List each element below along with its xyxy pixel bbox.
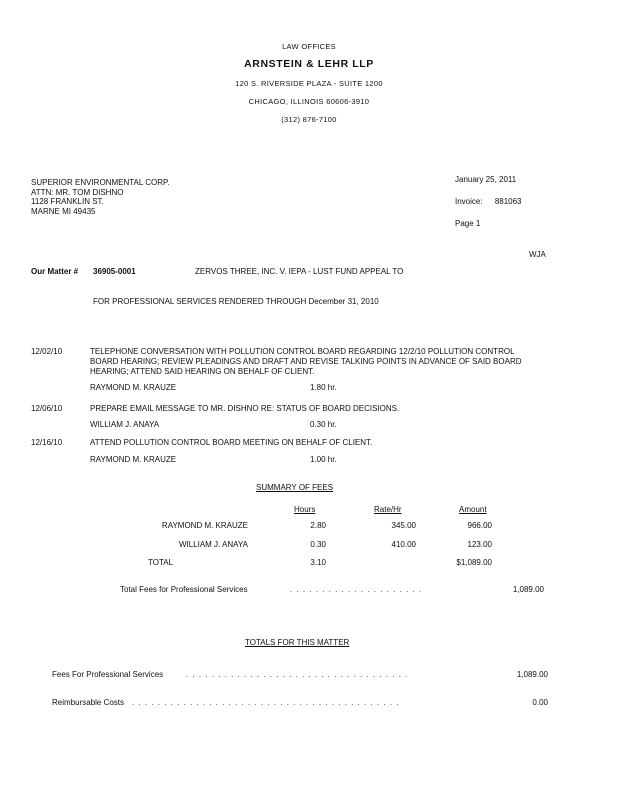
- entry-description: ATTEND POLLUTION CONTROL BOARD MEETING ON BEHALF OF CLIENT.: [90, 438, 373, 447]
- law-offices-label: LAW OFFICES: [282, 42, 336, 51]
- dot-leader: . . . . . . . . . . . . . . . . . . . . . . . . . . . . . . . . . . . . . . . . . .: [132, 698, 400, 707]
- invoice-label: Invoice:: [455, 197, 483, 206]
- summary-row-name: RAYMOND M. KRAUZE: [161, 521, 248, 530]
- summary-title: SUMMARY OF FEES: [256, 483, 334, 492]
- totals-costs-amount: 0.00: [532, 698, 548, 707]
- matter-label: Our Matter #: [31, 267, 79, 276]
- attorney-initials: WJA: [529, 250, 546, 259]
- summary-total-hours: 3.10: [310, 558, 326, 567]
- summary-total-amount: $1,089.00: [456, 558, 492, 567]
- entry-description: PREPARE EMAIL MESSAGE TO MR. DISHNO RE: STATUS OF BOARD DECISIONS.: [90, 404, 400, 413]
- client-address: [31, 178, 170, 216]
- entry-date: 12/02/10: [31, 347, 63, 356]
- totals-fees-label: Fees For Professional Services: [52, 670, 164, 679]
- entry-date: 12/06/10: [31, 404, 63, 413]
- summary-row-rate: 345.00: [391, 521, 416, 530]
- client-attn: ATTN: MR. TOM DISHNO: [31, 187, 124, 197]
- firm-phone: (312) 876-7100: [281, 115, 337, 124]
- entry-attorney: RAYMOND M. KRAUZE: [90, 455, 177, 464]
- client-city: MARNE MI 49435: [31, 206, 96, 216]
- summary-row-hours: 2.80: [310, 521, 326, 530]
- summary-row-amount: 966.00: [467, 521, 492, 530]
- summary-row-hours: 0.30: [310, 540, 326, 549]
- matter-number: 36905-0001: [93, 267, 136, 276]
- entry-attorney: RAYMOND M. KRAUZE: [90, 383, 177, 392]
- totals-fees-amount: 1,089.00: [516, 670, 548, 679]
- firm-address-line2: CHICAGO, ILLINOIS 60606-3910: [248, 97, 370, 106]
- total-fees-amount: 1,089.00: [512, 585, 544, 594]
- dot-leader: . . . . . . . . . . . . . . . . . . . . . . . . . . . . . . . . . . .: [186, 670, 409, 679]
- entry-description: TELEPHONE CONVERSATION WITH POLLUTION CONTROL BOARD REGARDING 12/2/10 POLLUTION CONTROL BOARD HEARING; REVIEW PLEADINGS AND DRAFT AND REVISE TALKING POINTS IN ADVANCE OF SAID BOARD HEARING; ATTEND SAID HEARING ON BEHALF OF CLIENT.: [90, 347, 522, 376]
- matter-title: ZERVOS THREE, INC. V. IEPA - LUST FUND APPEAL TO: [195, 267, 404, 276]
- summary-header-rate: Rate/Hr: [374, 505, 402, 514]
- summary-row-rate: 410.00: [391, 540, 416, 549]
- entry-date: 12/16/10: [31, 438, 63, 447]
- entry-hours: 1.80 hr.: [310, 383, 337, 392]
- totals-title: TOTALS FOR THIS MATTER: [245, 638, 350, 647]
- summary-row-name: WILLIAM J. ANAYA: [178, 540, 248, 549]
- services-heading: FOR PROFESSIONAL SERVICES RENDERED THROUGH December 31, 2010: [93, 297, 379, 306]
- summary-row-amount: 123.00: [467, 540, 492, 549]
- client-name: SUPERIOR ENVIRONMENTAL CORP.: [31, 178, 170, 187]
- invoice-number: 881063: [494, 197, 522, 206]
- totals-costs-label: Reimbursable Costs: [52, 698, 125, 707]
- firm-name: ARNSTEIN & LEHR LLP: [244, 58, 374, 70]
- entry-attorney: WILLIAM J. ANAYA: [90, 420, 160, 429]
- entry-hours: 1.00 hr.: [310, 455, 337, 464]
- client-street: 1128 FRANKLIN ST.: [31, 197, 104, 206]
- summary-total-label: TOTAL: [148, 558, 174, 567]
- summary-header-amount: Amount: [459, 505, 487, 514]
- entry-hours: 0.30 hr.: [310, 420, 337, 429]
- summary-header-hours: Hours: [294, 505, 316, 514]
- firm-address-line1: 120 S. RIVERSIDE PLAZA - SUITE 1200: [235, 79, 383, 88]
- dot-leader: . . . . . . . . . . . . . . . . . . . . .: [290, 585, 423, 594]
- page-number: Page 1: [455, 219, 481, 228]
- invoice-date: January 25, 2011: [455, 175, 517, 184]
- invoice-number-row: [455, 197, 522, 206]
- total-fees-label: Total Fees for Professional Services: [120, 585, 248, 594]
